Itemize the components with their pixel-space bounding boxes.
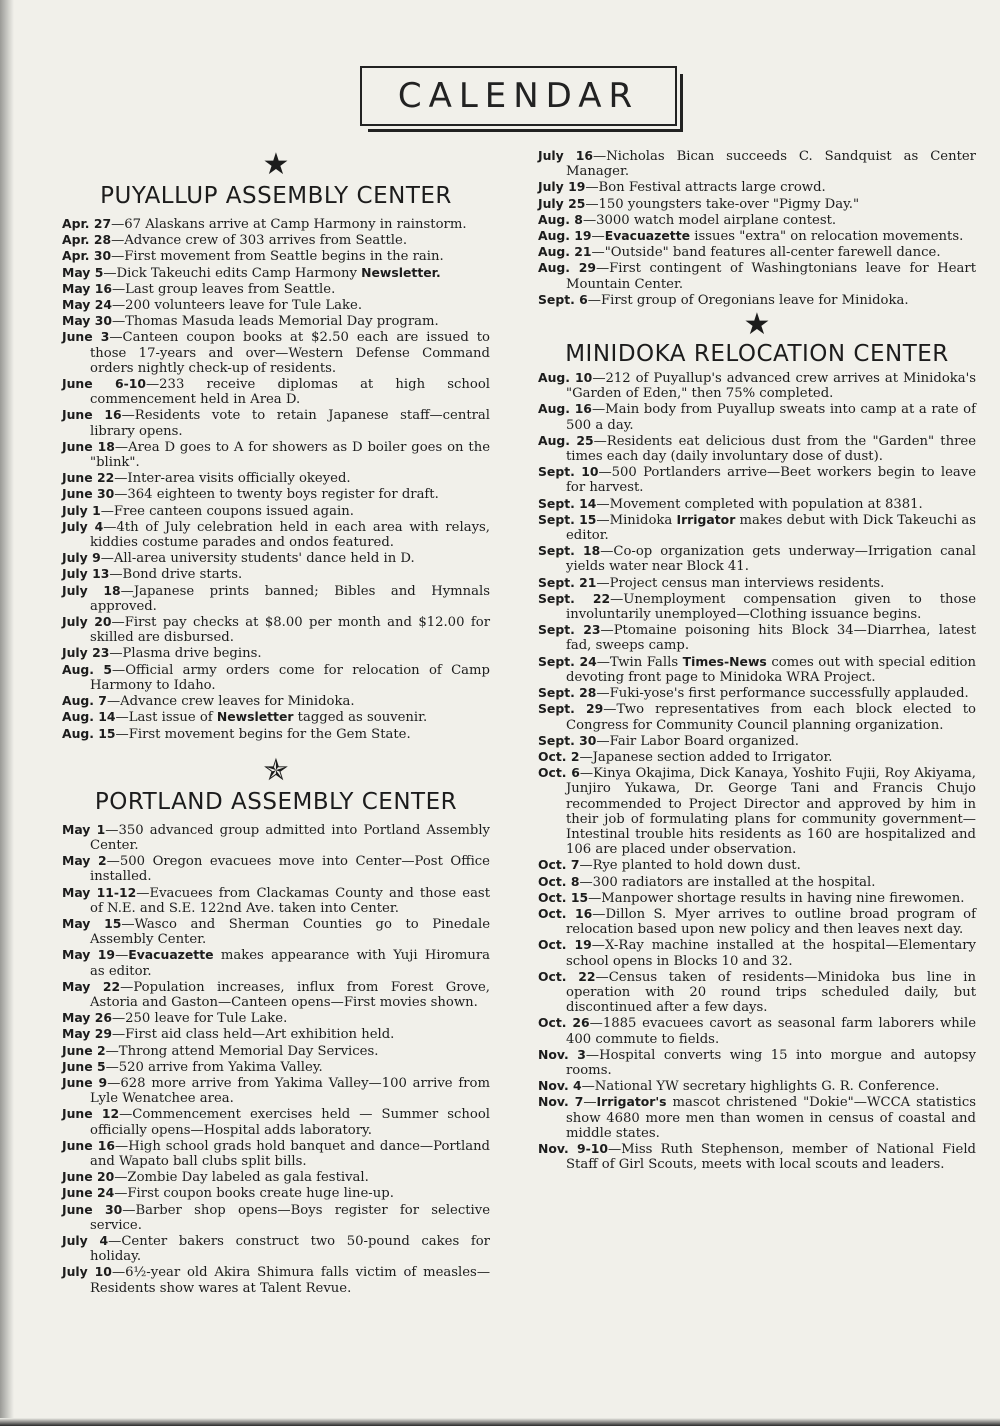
section-heading: PORTLAND ASSEMBLY CENTER (94, 788, 458, 815)
calendar-entry (62, 1202, 490, 1233)
entry-text: —200 volunteers leave for Tule Lake. (111, 298, 363, 314)
calendar-entry (62, 1138, 490, 1169)
calendar-title-box (360, 66, 677, 126)
calendar-entry (62, 1233, 490, 1264)
entry-date: July 4 (62, 1232, 109, 1248)
entry-text: —Manpower shortage results in having nine firewomen. (588, 890, 965, 906)
entry-date: July 25 (538, 195, 586, 211)
calendar-entry (62, 979, 490, 1010)
entry-list (62, 216, 490, 742)
calendar-entry (62, 216, 490, 232)
page-bottom-edge (0, 1418, 1000, 1426)
calendar-entry (62, 486, 490, 502)
entry-text: —Center bakers construct two 50-pound cakes for holiday. (90, 1233, 490, 1265)
calendar-entry (62, 693, 490, 709)
entry-text: —Movement completed with population at 8381. (596, 496, 923, 512)
entry-date: May 24 (62, 297, 112, 313)
calendar-entry (538, 212, 976, 228)
entry-text: —Nicholas Bican succeeds C. Sandquist as Center Manager. (566, 149, 976, 180)
calendar-entry (62, 645, 490, 661)
entry-text: —350 advanced group admitted into Portland Assembly Center. (90, 822, 490, 853)
entry-text: —1885 evacuees cavort as seasonal farm laborers while 400 commute to fields. (566, 1016, 976, 1047)
entry-date: June 16 (62, 407, 122, 423)
calendar-entry (62, 853, 490, 884)
entry-text: —Project census man interviews residents. (596, 575, 885, 591)
calendar-entry (62, 1059, 490, 1075)
calendar-entry (538, 370, 976, 401)
entry-text: —Population increases, influx from Forest Grove, Astoria and Gaston—Canteen opens—First movies shown. (90, 979, 490, 1010)
entry-date: Sept. 28 (538, 685, 597, 701)
calendar-entry (538, 857, 976, 873)
entry-text: —Evacuees from Clackamas County and those east of N.E. and S.E. 122nd Ave. taken into Center. (90, 885, 490, 916)
entry-text: —First aid class held—Art exhibition held. (111, 1027, 395, 1043)
entry-date: Aug. 8 (538, 211, 583, 227)
calendar-entry (62, 265, 490, 281)
calendar-entry (62, 329, 490, 376)
calendar-entry (62, 1185, 490, 1201)
calendar-entry (538, 969, 976, 1016)
calendar-entry (538, 464, 976, 495)
entry-text: —Throng attend Memorial Day Services. (105, 1043, 379, 1059)
calendar-entry (538, 148, 976, 179)
calendar-entry (62, 248, 490, 264)
entry-text: —Commencement exercises held — Summer school officially opens—Hospital adds laboratory. (90, 1107, 490, 1138)
entry-date: May 29 (62, 1026, 112, 1042)
entry-date: Oct. 7 (538, 857, 580, 873)
entry-text: —520 arrive from Yakima Valley. (105, 1059, 323, 1075)
entry-date: Sept. 29 (538, 701, 604, 717)
entry-date: Aug. 16 (538, 401, 592, 417)
calendar-entry (62, 885, 490, 916)
entry-date: June 16 (62, 1137, 115, 1153)
entry-date: Oct. 8 (538, 873, 580, 889)
entry-text: —Official army orders come for relocation of Camp Harmony to Idaho. (90, 662, 490, 693)
entry-date: Oct. 19 (538, 937, 592, 953)
entry-date: Sept. 18 (538, 543, 601, 559)
minidoka-section (538, 307, 977, 1173)
entry-date: June 24 (62, 1185, 115, 1201)
calendar-entry (62, 470, 490, 486)
entry-text-after: comes out with special edition devoting front page to Minidoka WRA Project. (566, 654, 976, 685)
page-title: CALENDAR (397, 76, 640, 116)
entry-date: Sept. 21 (538, 574, 597, 590)
entry-date: Sept. 30 (538, 732, 597, 748)
entry-date: May 1 (62, 821, 106, 837)
entry-text: —Residents vote to retain Japanese staff—central library opens. (90, 408, 491, 439)
entry-text-after: mascot christened "Dokie"—WCCA statistics show 4680 more men than women in census of coastal and middle states. (566, 1095, 976, 1141)
entry-emphasis: Newsletter (216, 709, 294, 725)
entry-text: —67 Alaskans arrive at Camp Harmony in rainstorm. (111, 217, 467, 232)
entry-text-after: tagged as souvenir. (293, 710, 428, 726)
entry-date: Nov. 9-10 (538, 1140, 608, 1156)
calendar-entry (538, 765, 976, 857)
entry-text: — (591, 229, 605, 245)
entry-date: Apr. 30 (62, 248, 112, 264)
calendar-entry (62, 376, 490, 407)
calendar-entry (538, 733, 976, 749)
entry-date: Aug. 14 (62, 709, 116, 725)
entry-text: —Dick Takeuchi edits Camp Harmony (103, 265, 362, 281)
entry-date: Aug. 5 (62, 661, 113, 677)
entry-text: —500 Portlanders arrive—Beet workers begin to leave for harvest. (566, 465, 977, 496)
entry-text: —Twin Falls (596, 654, 683, 670)
entry-text: —3000 watch model airplane contest. (582, 212, 837, 228)
entry-date: July 16 (538, 148, 594, 163)
calendar-entry (62, 566, 490, 582)
entry-text-after: makes debut with Dick Takeuchi as editor. (566, 512, 977, 544)
entry-date: June 5 (62, 1058, 106, 1074)
calendar-entry (62, 947, 490, 978)
entry-date: Aug. 21 (538, 244, 592, 260)
entry-date: Sept. 15 (538, 511, 597, 527)
entry-text: —First movement begins for the Gem State. (115, 726, 411, 742)
entry-date: Sept. 14 (538, 495, 597, 511)
section-heading: PUYALLUP ASSEMBLY CENTER (100, 183, 452, 209)
entry-date: May 11-12 (62, 884, 137, 900)
entry-text: —Hospital converts wing 15 into morgue and autopsy rooms. (566, 1047, 976, 1078)
entry-date: June 18 (62, 438, 115, 454)
star-icon: ★ (262, 147, 290, 182)
entry-text: —628 more arrive from Yakima Valley—100 arrive from Lyle Wenatchee area. (90, 1075, 491, 1107)
entry-text: —Bond drive starts. (109, 567, 243, 583)
entry-date: June 30 (62, 1201, 123, 1217)
entry-date: Aug. 25 (538, 432, 594, 448)
calendar-entry (538, 1141, 976, 1172)
entry-text: —Area D goes to A for showers as D boiler goes on the "blink". (90, 439, 491, 471)
entry-text: —233 receive diplomas at high school commencement held in Area D. (90, 377, 490, 408)
calendar-entry (62, 1264, 490, 1295)
entry-date: June 2 (62, 1042, 106, 1058)
calendar-entry (538, 591, 976, 622)
calendar-entry (538, 1047, 976, 1078)
entry-date: Aug. 19 (538, 228, 592, 244)
entry-text: —Unemployment compensation given to those involuntarily unemployed—Clothing issuance begins. (566, 591, 977, 623)
entry-text: —Plasma drive begins. (109, 646, 262, 662)
entry-text: —Advance crew leaves for Minidoka. (106, 694, 355, 710)
calendar-entry (538, 874, 976, 890)
entry-text: —Wasco and Sherman Counties go to Pinedale Assembly Center. (90, 916, 491, 948)
entry-text: —Rye planted to hold down dust. (579, 858, 801, 874)
calendar-entry (62, 1075, 490, 1106)
entry-text: —All-area university students' dance held in D. (100, 551, 415, 567)
entry-date: June 30 (62, 486, 115, 502)
calendar-entry (538, 749, 976, 765)
calendar-entry (62, 519, 490, 550)
puyallup-section (62, 147, 491, 742)
entry-text: —National YW secretary highlights G. R. Conference. (581, 1079, 940, 1095)
calendar-entry (538, 244, 976, 260)
calendar-entry (538, 401, 976, 432)
calendar-entry (538, 260, 976, 291)
entry-text: —Dillon S. Myer arrives to outline broad program of relocation based upon new policy and then leaves next day. (566, 906, 976, 938)
right-column (538, 148, 976, 1186)
calendar-entry (62, 662, 490, 693)
entry-emphasis: Irrigator's (596, 1094, 667, 1110)
calendar-entry (538, 1015, 976, 1046)
calendar-entry (62, 583, 490, 614)
entry-list (62, 822, 490, 1296)
entry-date: May 19 (62, 947, 116, 963)
calendar-entry (538, 179, 976, 195)
entry-date: Oct. 22 (538, 968, 596, 984)
entry-list (538, 148, 976, 308)
calendar-entry (538, 890, 976, 906)
entry-date: May 26 (62, 1010, 112, 1026)
entry-emphasis: Evacuazette (604, 228, 691, 244)
entry-date: July 13 (62, 566, 110, 582)
entry-date: Aug. 29 (538, 260, 596, 276)
entry-text-after: makes appearance with Yuji Hiromura as editor. (90, 948, 491, 979)
calendar-entry (538, 685, 976, 701)
entry-date: Nov. 4 (538, 1078, 582, 1094)
calendar-entry (62, 822, 490, 853)
entry-text: —Canteen coupon books at $2.50 each are issued to those 17-years and over—Western Defense Command orders nightly check-up of residents. (90, 330, 490, 376)
entry-text: —High school grads hold banquet and dance—Portland and Wapato ball clubs split bills. (90, 1138, 490, 1169)
calendar-entry (62, 726, 490, 742)
entry-text-after: issues "extra" on relocation movements. (690, 229, 964, 245)
calendar-entry (538, 496, 976, 512)
calendar-entry (62, 232, 490, 248)
entry-text: —First movement from Seattle begins in the rain. (111, 249, 444, 265)
calendar-entry (538, 196, 976, 212)
calendar-entry (538, 1094, 976, 1141)
entry-text: —First pay checks at $8.00 per month and $12.00 for skilled are disbursed. (90, 615, 490, 646)
entry-date: July 4 (62, 518, 104, 534)
entry-text: —X-Ray machine installed at the hospital—Elementary school opens in Blocks 10 and 32. (566, 938, 976, 969)
left-column (62, 147, 491, 1310)
entry-text: —364 eighteen to twenty boys register for draft. (114, 487, 439, 503)
entry-text: —First group of Oregonians leave for Minidoka. (587, 292, 909, 308)
entry-text: —212 of Puyallup's advanced crew arrives at Minidoka's "Garden of Eden," then 75% completed. (566, 371, 977, 402)
entry-text: —Minidoka (596, 512, 677, 528)
entry-text: —Inter-area visits officially okeyed. (114, 471, 351, 487)
portland-section (62, 752, 491, 1296)
entry-date: Aug. 7 (62, 693, 107, 709)
entry-date: June 22 (62, 470, 115, 486)
entry-text: —First coupon books create huge line-up. (114, 1186, 394, 1202)
entry-date: June 20 (62, 1169, 115, 1185)
entry-text: —Thomas Masuda leads Memorial Day program. (111, 314, 439, 330)
entry-date: July 23 (62, 645, 110, 661)
entry-text: —Two representatives from each block elected to Congress for Community Council planning organization. (566, 702, 976, 733)
entry-text: —Census taken of residents—Minidoka bus line in operation with 20 round trips scheduled daily, but discontinued after a few days. (566, 969, 976, 1016)
entry-text: —Barber shop opens—Boys register for selective service. (90, 1202, 490, 1233)
calendar-entry (62, 439, 490, 470)
calendar-entry (62, 550, 490, 566)
entry-date: Oct. 6 (538, 765, 580, 781)
calendar-entry (538, 1078, 976, 1094)
entry-date: Nov. 3 (538, 1046, 586, 1062)
entry-text: —Zombie Day labeled as gala festival. (114, 1170, 369, 1186)
calendar-entry (538, 701, 976, 732)
calendar-entry (538, 543, 976, 574)
calendar-entry (62, 407, 490, 438)
entry-text: —Miss Ruth Stephenson, member of National Field Staff of Girl Scouts, meets with local scouts and leaders. (566, 1141, 976, 1173)
entry-date: May 16 (62, 280, 112, 296)
entry-text: —250 leave for Tule Lake. (111, 1011, 288, 1027)
calendar-entry (62, 1106, 490, 1137)
calendar-entry (62, 281, 490, 297)
calendar-entry (538, 228, 976, 244)
entry-date: Oct. 26 (538, 1015, 590, 1031)
calendar-entry (62, 614, 490, 645)
entry-text: —Co-op organization gets underway—Irrigation canal yields water near Block 41. (566, 544, 976, 575)
calendar-entry (62, 503, 490, 519)
calendar-entry (538, 433, 976, 464)
entry-date: July 10 (62, 1264, 112, 1280)
calendar-entry (538, 937, 976, 968)
entry-date: June 9 (62, 1074, 108, 1090)
entry-text: — (115, 948, 129, 964)
entry-text: —Ptomaine poisoning hits Block 34—Diarrhea, latest fad, sweeps camp. (566, 623, 976, 654)
calendar-entry (62, 916, 490, 947)
calendar-entry (62, 1043, 490, 1059)
entry-emphasis: Evacuazette (128, 947, 214, 963)
entry-text: —Advance crew of 303 arrives from Seattle. (111, 233, 408, 249)
calendar-entry (62, 709, 490, 725)
entry-date: July 18 (62, 582, 121, 598)
entry-date: Oct. 16 (538, 905, 593, 921)
star-outline-icon: ✯ (263, 752, 289, 788)
calendar-entry (62, 1169, 490, 1185)
entry-text: —Bon Festival attracts large crowd. (585, 180, 826, 196)
calendar-entry (538, 292, 976, 308)
entry-text: —Kinya Okajima, Dick Kanaya, Yoshito Fujii, Roy Akiyama, Junjiro Yukawa, Dr. George Tani and Francis Chujo recommended to Project Director and approved by him in their job of formulating plans for community government—Intestinal trouble hits residents as 160 are hospitalized and 106 are placed under observation. (566, 766, 976, 858)
entry-text: —150 youngsters take-over "Pigmy Day." (585, 196, 860, 212)
calendar-entry (538, 654, 976, 685)
calendar-entry (538, 622, 976, 653)
entry-date: June 6-10 (62, 376, 146, 392)
entry-date: Aug. 10 (538, 370, 593, 386)
entry-date: Nov. 7 (538, 1094, 584, 1110)
entry-date: May 2 (62, 853, 107, 869)
entry-emphasis: Irrigator (676, 511, 736, 527)
entry-text: —Free canteen coupons issued again. (100, 503, 354, 519)
entry-date: July 20 (62, 614, 112, 630)
entry-date: Sept. 6 (538, 291, 588, 307)
entry-date: May 15 (62, 915, 122, 931)
entry-text: —Fair Labor Board organized. (596, 733, 799, 749)
entry-date: May 22 (62, 978, 121, 994)
entry-date: Apr. 28 (62, 232, 112, 248)
entry-text: —Last issue of (115, 710, 217, 726)
entry-text: —Japanese prints banned; Bibles and Hymnals approved. (90, 583, 490, 614)
star-icon: ★ (743, 307, 771, 343)
entry-date: Aug. 15 (62, 725, 116, 741)
entry-date: Oct. 15 (538, 889, 589, 905)
calendar-entry (62, 1010, 490, 1026)
entry-text: —6½-year old Akira Shimura falls victim of measles—Residents show wares at Talent Revue. (90, 1265, 491, 1296)
entry-date: July 9 (62, 550, 101, 566)
entry-text: —500 Oregon evacuees move into Center—Post Office installed. (90, 854, 490, 885)
entry-date: Sept. 24 (538, 653, 597, 669)
calendar-entry (62, 1026, 490, 1042)
entry-date: Sept. 23 (538, 622, 601, 638)
page-binding-shadow (0, 0, 14, 1426)
entry-date: June 12 (62, 1106, 120, 1122)
entry-text: —Residents eat delicious dust from the "Garden" three times each day (daily involuntary dose of dust). (566, 433, 977, 465)
calendar-entry (538, 575, 976, 591)
entry-text: —4th of July celebration held in each area with relays, kiddies costume parades and ondos featured. (90, 519, 490, 551)
entry-date: June 3 (62, 329, 110, 345)
entry-text: —Japanese section added to Irrigator. (579, 749, 833, 765)
entry-date: May 30 (62, 313, 112, 329)
entry-text: —Fuki-yose's first performance successfully applauded. (596, 686, 969, 702)
entry-list (538, 370, 976, 1172)
entry-text: —Main body from Puyallup sweats into camp at a rate of 500 a day. (566, 402, 976, 433)
portland-continued-section (538, 148, 976, 308)
entry-date: Apr. 27 (62, 216, 112, 231)
section-heading: MINIDOKA RELOCATION CENTER (565, 341, 949, 368)
calendar-entry (62, 297, 490, 313)
entry-emphasis: Newsletter. (361, 264, 441, 280)
calendar-entry (538, 906, 976, 937)
calendar-entry (538, 512, 976, 543)
entry-text: —Last group leaves from Seattle. (111, 281, 336, 297)
entry-date: Sept. 22 (538, 590, 611, 606)
entry-date: July 19 (538, 179, 586, 195)
entry-text: —"Outside" band features all-center farewell dance. (591, 245, 941, 261)
entry-text: — (583, 1095, 597, 1111)
entry-date: Oct. 2 (538, 748, 580, 764)
entry-date: July 1 (62, 502, 101, 518)
entry-date: Sept. 10 (538, 464, 599, 480)
calendar-entry (62, 313, 490, 329)
entry-date: May 5 (62, 264, 104, 280)
entry-text: —First contingent of Washingtonians leave for Heart Mountain Center. (566, 261, 977, 292)
entry-text: —300 radiators are installed at the hospital. (579, 874, 876, 890)
entry-emphasis: Times-News (682, 653, 767, 669)
